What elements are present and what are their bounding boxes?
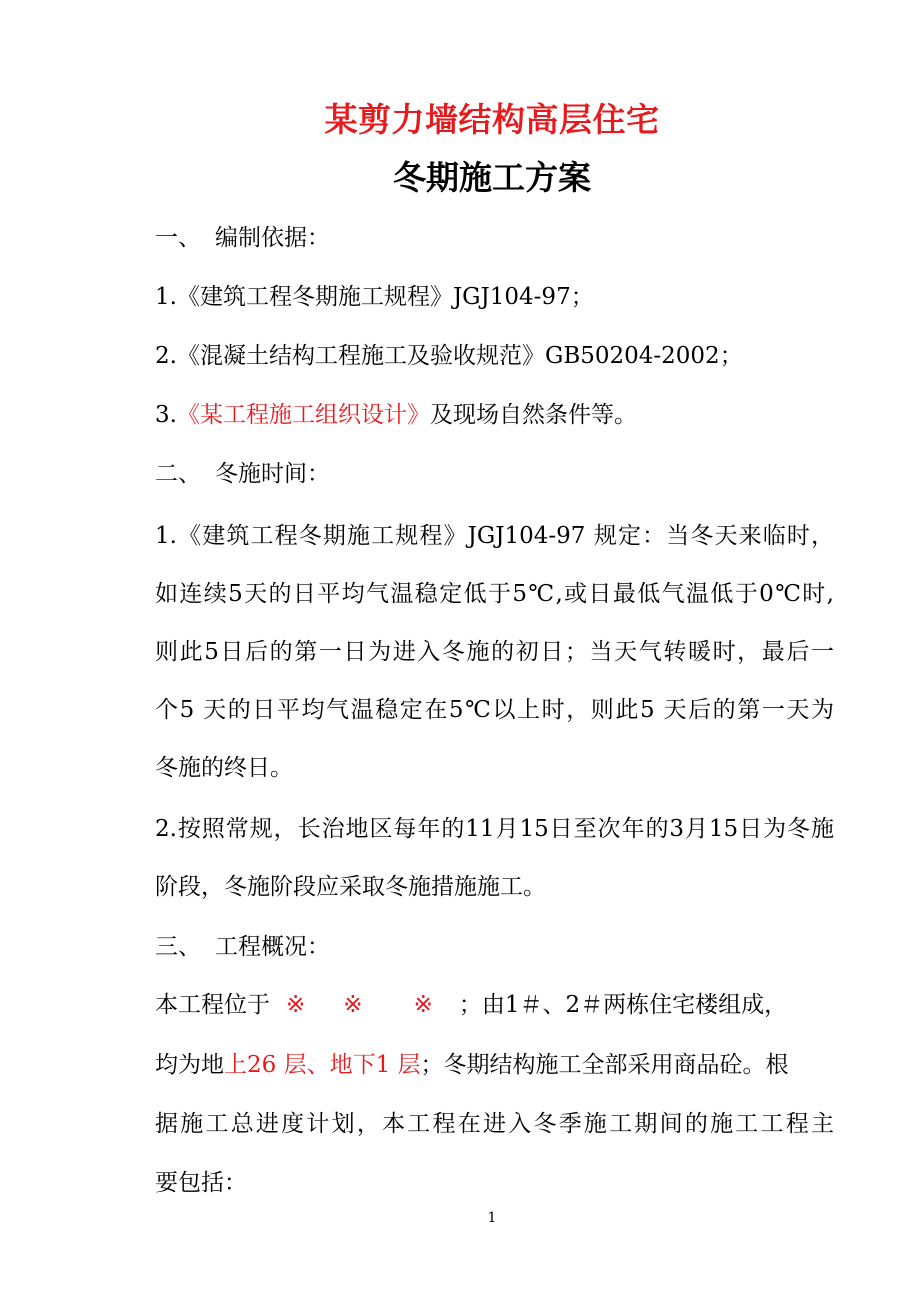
section1-item3-red: 《某工程施工组织设计》	[176, 402, 430, 428]
section2-para2-line2: 阶段，冬施阶段应采取冬施措施施工。	[155, 874, 546, 900]
document-title-line2: 冬期施工方案	[393, 158, 591, 197]
section3-line1	[155, 976, 834, 1034]
section2-para2-line1: 2.按照常规，长治地区每年的11月15日至次年的3月15日为冬施	[155, 816, 834, 842]
location-mark-2: ※	[343, 992, 363, 1018]
section2-title: 冬施时间：	[215, 461, 330, 487]
section1-item2: 2.《混凝土结构工程施工及验收规范》GB50204-2002；	[155, 343, 743, 369]
section2-para1-line1: 1.《建筑工程冬期施工规程》JGJ104-97 规定：当冬天来临时，	[155, 523, 834, 549]
section1-heading	[155, 209, 834, 267]
section1-number: 一、	[155, 225, 201, 251]
section3-line2-prefix: 均为地	[155, 1052, 224, 1078]
section3-line2-red: 上26 层、地下1 层	[224, 1052, 421, 1078]
location-mark-3: ※	[413, 992, 433, 1018]
section3-heading	[155, 918, 834, 976]
section2-para1-line4: 个5 天的日平均气温稳定在5℃以上时，则此5 天后的第一天为	[155, 697, 834, 723]
section1-item3	[155, 386, 834, 444]
document-title-line1: 某剪力墙结构高层住宅	[324, 100, 660, 139]
section3-title: 工程概况：	[215, 934, 330, 960]
section3-number: 三、	[155, 934, 201, 960]
section2-para1-line5: 冬施的终日。	[155, 755, 293, 781]
section3-line3: 据施工总进度计划，本工程在进入冬季施工期间的施工工程主	[155, 1111, 834, 1137]
section1-item3-prefix: 3.	[155, 402, 177, 428]
section1-item1: 1.《建筑工程冬期施工规程》JGJ104-97；	[155, 284, 594, 310]
section2-heading	[155, 445, 834, 503]
page-number: 1	[487, 1210, 497, 1226]
section3-line1-suffix: ；由1＃、2＃两栋住宅楼组成，	[458, 992, 788, 1018]
location-mark-1: ※	[286, 992, 306, 1018]
section1-item3-suffix: 及现场自然条件等。	[429, 402, 637, 428]
section2-para1-line3: 则此5日后的第一日为进入冬施的初日；当天气转暖时，最后一	[155, 639, 834, 665]
section2-para1-line2: 如连续5天的日平均气温稳定低于5℃,或日最低气温低于0℃时,	[155, 581, 834, 607]
section3-line1-prefix: 本工程位于	[155, 992, 270, 1018]
section3-line4: 要包括：	[155, 1170, 247, 1196]
section3-line2-suffix: ；冬期结构施工全部采用商品砼。根	[420, 1052, 789, 1078]
section2-number: 二、	[155, 461, 201, 487]
section3-line2	[155, 1036, 834, 1094]
section1-title: 编制依据：	[215, 225, 330, 251]
